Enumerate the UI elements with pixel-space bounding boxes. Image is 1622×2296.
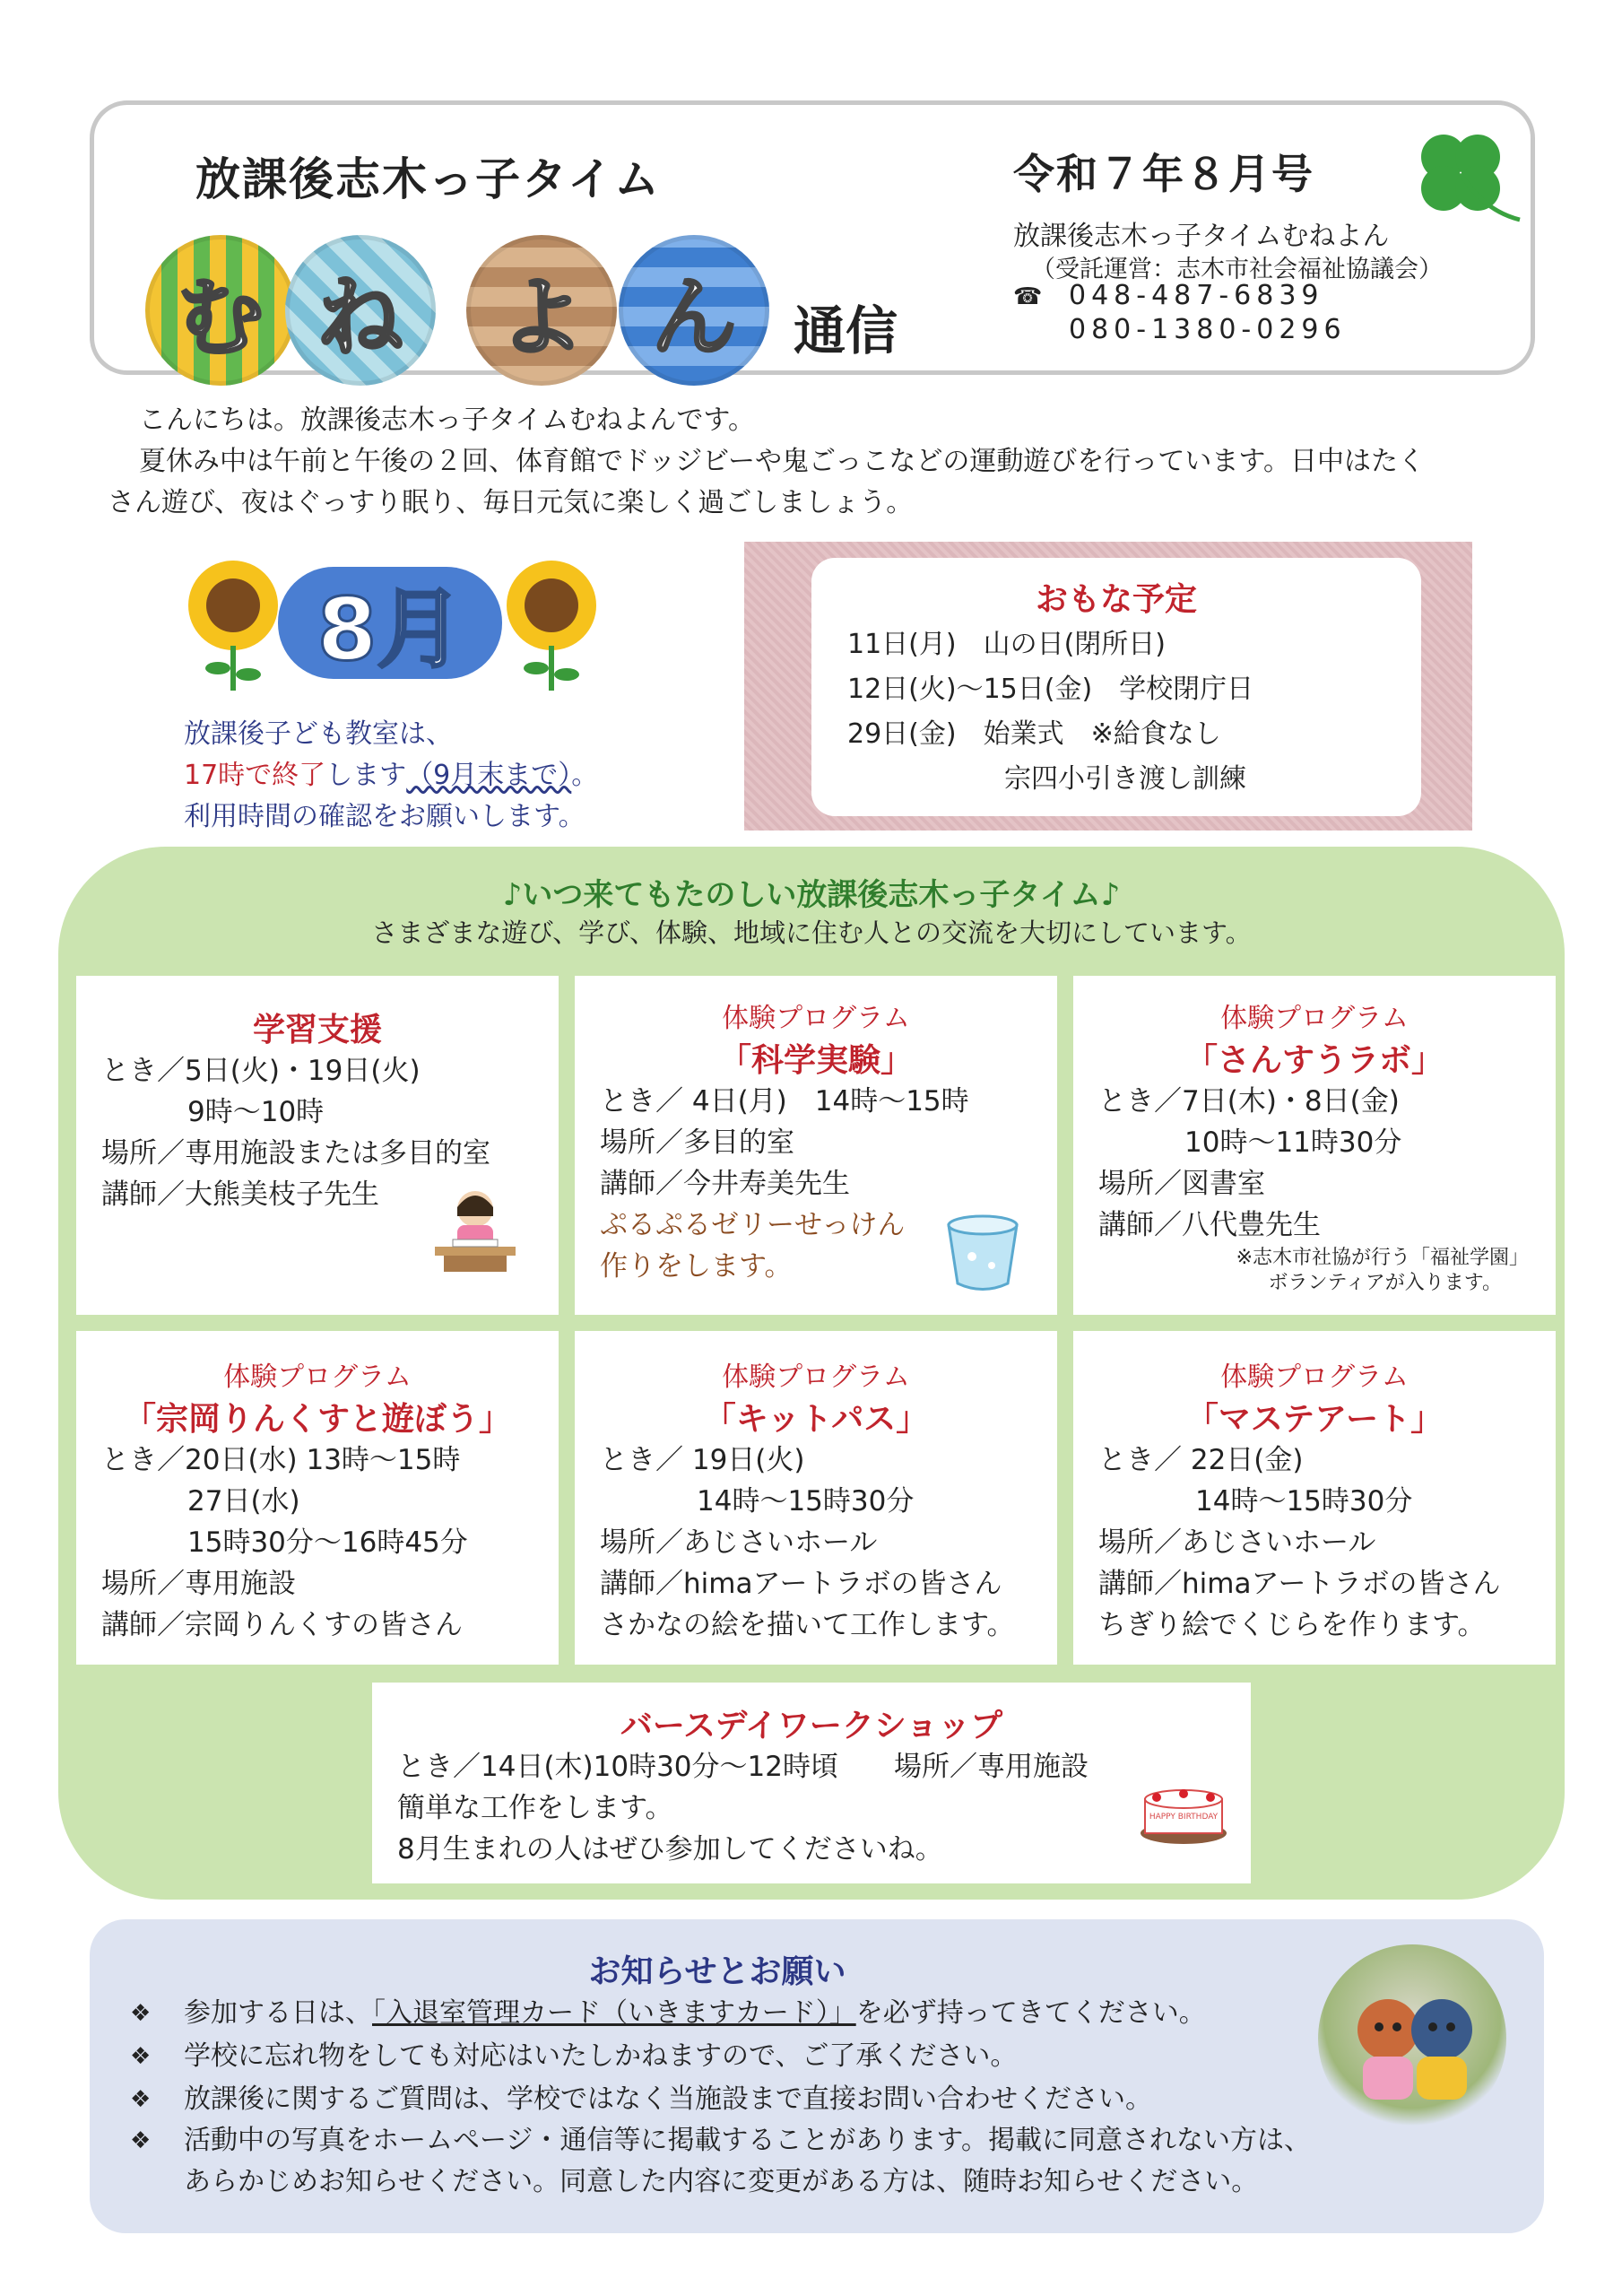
card-line: さかなの絵を描いて工作します。	[600, 1609, 1015, 1641]
card-line: 講師／himaアートラボの皆さん	[600, 1568, 1002, 1600]
notice-item	[130, 1993, 1206, 2034]
notice-card-name: 「入退室管理カード（いきますカード）」	[372, 1997, 856, 2029]
card-line: とき／7日(木)・8日(金)	[1098, 1085, 1400, 1118]
card-title: 「さんすうラボ」	[1184, 1042, 1444, 1079]
end-time-text: 17時で終了	[184, 760, 326, 791]
phone-icon: ☎	[1013, 283, 1043, 310]
hours-notice-line-2	[184, 755, 598, 796]
knit-dolls-photo	[1318, 1944, 1506, 2133]
org-sub: （受託運営：志木市社会福祉協議会）	[1031, 256, 1443, 283]
schedule-title: おもな予定	[1035, 581, 1197, 618]
card-line: 15時30分～16時45分	[187, 1526, 468, 1559]
diamond-bullet-icon: ❖	[130, 2043, 152, 2070]
card-math-lab	[1073, 976, 1556, 1315]
notice-text: 活動中の写真をホームページ・通信等に掲載することがあります。掲載に同意されない方は、	[184, 2125, 1311, 2156]
card-title: 学習支援	[252, 1012, 382, 1048]
card-muneoka-links	[76, 1331, 559, 1665]
program-type: 体験プログラム	[1220, 1003, 1409, 1034]
card-line: 場所／あじさいホール	[600, 1526, 878, 1559]
notice-text: を必ず持ってきてください。	[855, 1997, 1206, 2029]
card-line: 14時～15時30分	[1195, 1485, 1413, 1518]
notices-title: お知らせとお願い	[588, 1953, 846, 1990]
activities-title: ♪いつ来てもたのしい放課後志木っ子タイム♪	[502, 877, 1121, 913]
notice-item	[130, 2079, 1152, 2120]
schedule-row: 12日(火)～15日(金) 学校閉庁日	[847, 674, 1254, 705]
card-line: 27日(水)	[187, 1485, 300, 1518]
program-name: 放課後志木っ子タイム	[195, 153, 661, 205]
diamond-bullet-icon: ❖	[130, 2000, 152, 2027]
program-type: 体験プログラム	[722, 1003, 910, 1034]
card-line: 9時～10時	[187, 1096, 325, 1128]
schedule-row: 宗四小引き渡し訓練	[1004, 763, 1246, 795]
diamond-bullet-icon: ❖	[130, 2127, 152, 2154]
card-study-support	[76, 976, 559, 1315]
card-line: 10時～11時30分	[1184, 1126, 1402, 1159]
hours-notice-text: します	[325, 760, 407, 791]
card-note: ※志木市社協が行う「福祉学園」	[1236, 1247, 1529, 1269]
card-science-experiment	[575, 976, 1057, 1315]
tel-number-2: 080-1380-0296	[1069, 314, 1347, 345]
schedule-row: 11日(月) 山の日(閉所日)	[847, 629, 1166, 660]
program-type: 体験プログラム	[223, 1361, 412, 1393]
card-line: とき／14日(木)10時30分～12時頃 場所／専用施設	[397, 1751, 1089, 1783]
org-name: 放課後志木っ子タイムむねよん	[1013, 221, 1390, 252]
period-note: （9月末まで）	[406, 760, 572, 791]
card-line: とき／20日(水) 13時～15時	[101, 1444, 461, 1476]
activities-subtitle: さまざまな遊び、学び、体験、地域に住む人との交流を大切にしています。	[371, 918, 1252, 948]
card-line: ぷるぷるゼリーせっけん	[600, 1209, 906, 1241]
program-type: 体験プログラム	[1220, 1361, 1409, 1393]
card-line: 場所／図書室	[1098, 1168, 1265, 1200]
card-birthday-workshop	[372, 1683, 1251, 1883]
clover-icon	[1399, 126, 1524, 233]
card-line: 場所／専用施設	[101, 1568, 296, 1600]
card-line: 場所／専用施設または多目的室	[101, 1137, 490, 1170]
card-line: 14時～15時30分	[697, 1485, 915, 1518]
notice-item	[130, 2120, 1311, 2161]
card-line: 講師／八代豊先生	[1098, 1209, 1321, 1241]
card-title: バースデイワークショップ	[620, 1708, 1003, 1744]
period-end: 。	[571, 760, 599, 791]
logo-char-n: ん	[619, 235, 769, 386]
notice-item-continued	[184, 2161, 1258, 2203]
birthday-cake-icon	[1134, 1763, 1233, 1853]
notice-text: あらかじめお知らせください。同意した内容に変更がある方は、随時お知らせください。	[184, 2166, 1259, 2197]
intro-line-1: こんにちは。放課後志木っ子タイムむねよんです。	[139, 404, 755, 436]
cake-text: HAPPY BIRTHDAY	[1149, 1813, 1219, 1822]
intro-line-2: 夏休み中は午前と午後の２回、体育館でドッジビーや鬼ごっこなどの運動遊びを行っています。日中はたく	[139, 446, 1425, 477]
logo-char-ne: ね	[285, 235, 436, 386]
logo-char-mu: む	[145, 235, 296, 386]
program-type: 体験プログラム	[722, 1361, 910, 1393]
month-badge: 8月	[278, 567, 502, 679]
card-line: とき／ 19日(火)	[600, 1444, 805, 1476]
issue-label: 令和７年８月号	[1013, 150, 1314, 198]
card-line: ちぎり絵でくじらを作ります。	[1098, 1609, 1486, 1641]
card-line: 講師／宗岡りんくすの皆さん	[101, 1609, 463, 1641]
card-line: 8月生まれの人はぜひ参加してくださいね。	[397, 1833, 943, 1866]
jelly-cup-icon	[938, 1207, 1028, 1297]
card-kitpas	[575, 1331, 1057, 1665]
notice-text: 学校に忘れ物をしても対応はいたしかねますので、ご了承ください。	[184, 2040, 1018, 2072]
logo-char-yo: よ	[466, 235, 617, 386]
card-line: 場所／多目的室	[600, 1126, 794, 1159]
notice-text: 放課後に関するご質問は、学校ではなく当施設まで直接お問い合わせください。	[184, 2083, 1152, 2115]
card-title: 「科学実験」	[718, 1042, 913, 1079]
hours-notice-line-1: 放課後子ども教室は、	[184, 718, 453, 750]
intro-line-3: さん遊び、夜はぐっすり眠り、毎日元気に楽しく過ごしましょう。	[108, 487, 914, 518]
card-title: 「キットパス」	[703, 1401, 929, 1438]
card-title: 「マステアート」	[1185, 1401, 1444, 1438]
sunflower-icon	[502, 556, 601, 691]
sunflower-icon	[184, 556, 282, 691]
card-title: 「宗岡りんくすと遊ぼう」	[123, 1401, 511, 1438]
notice-item	[130, 2036, 1018, 2077]
diamond-bullet-icon: ❖	[130, 2086, 152, 2113]
card-line: とき／ 22日(金)	[1098, 1444, 1304, 1476]
card-line: とき／5日(火)・19日(火)	[101, 1055, 421, 1087]
hours-notice-line-3: 利用時間の確認をお願いします。	[184, 801, 585, 832]
card-line: 簡単な工作をします。	[397, 1792, 673, 1824]
card-line: 講師／himaアートラボの皆さん	[1098, 1568, 1501, 1600]
tel-number-1: 048-487-6839	[1069, 280, 1324, 311]
notice-text: 参加する日は、	[184, 1997, 372, 2029]
card-line: 場所／あじさいホール	[1098, 1526, 1376, 1559]
card-line: 講師／今井寿美先生	[600, 1168, 850, 1200]
newsletter-label: 通信	[794, 300, 898, 361]
schedule-row: 29日(金) 始業式 ※給食なし	[847, 718, 1221, 750]
card-note: ボランティアが入ります。	[1268, 1272, 1502, 1294]
card-line: 作りをします。	[600, 1250, 793, 1283]
card-line: 講師／大熊美枝子先生	[101, 1178, 379, 1211]
studying-girl-icon	[426, 1184, 525, 1274]
card-line: とき／ 4日(月) 14時～15時	[600, 1085, 969, 1118]
card-maste-art	[1073, 1331, 1556, 1665]
